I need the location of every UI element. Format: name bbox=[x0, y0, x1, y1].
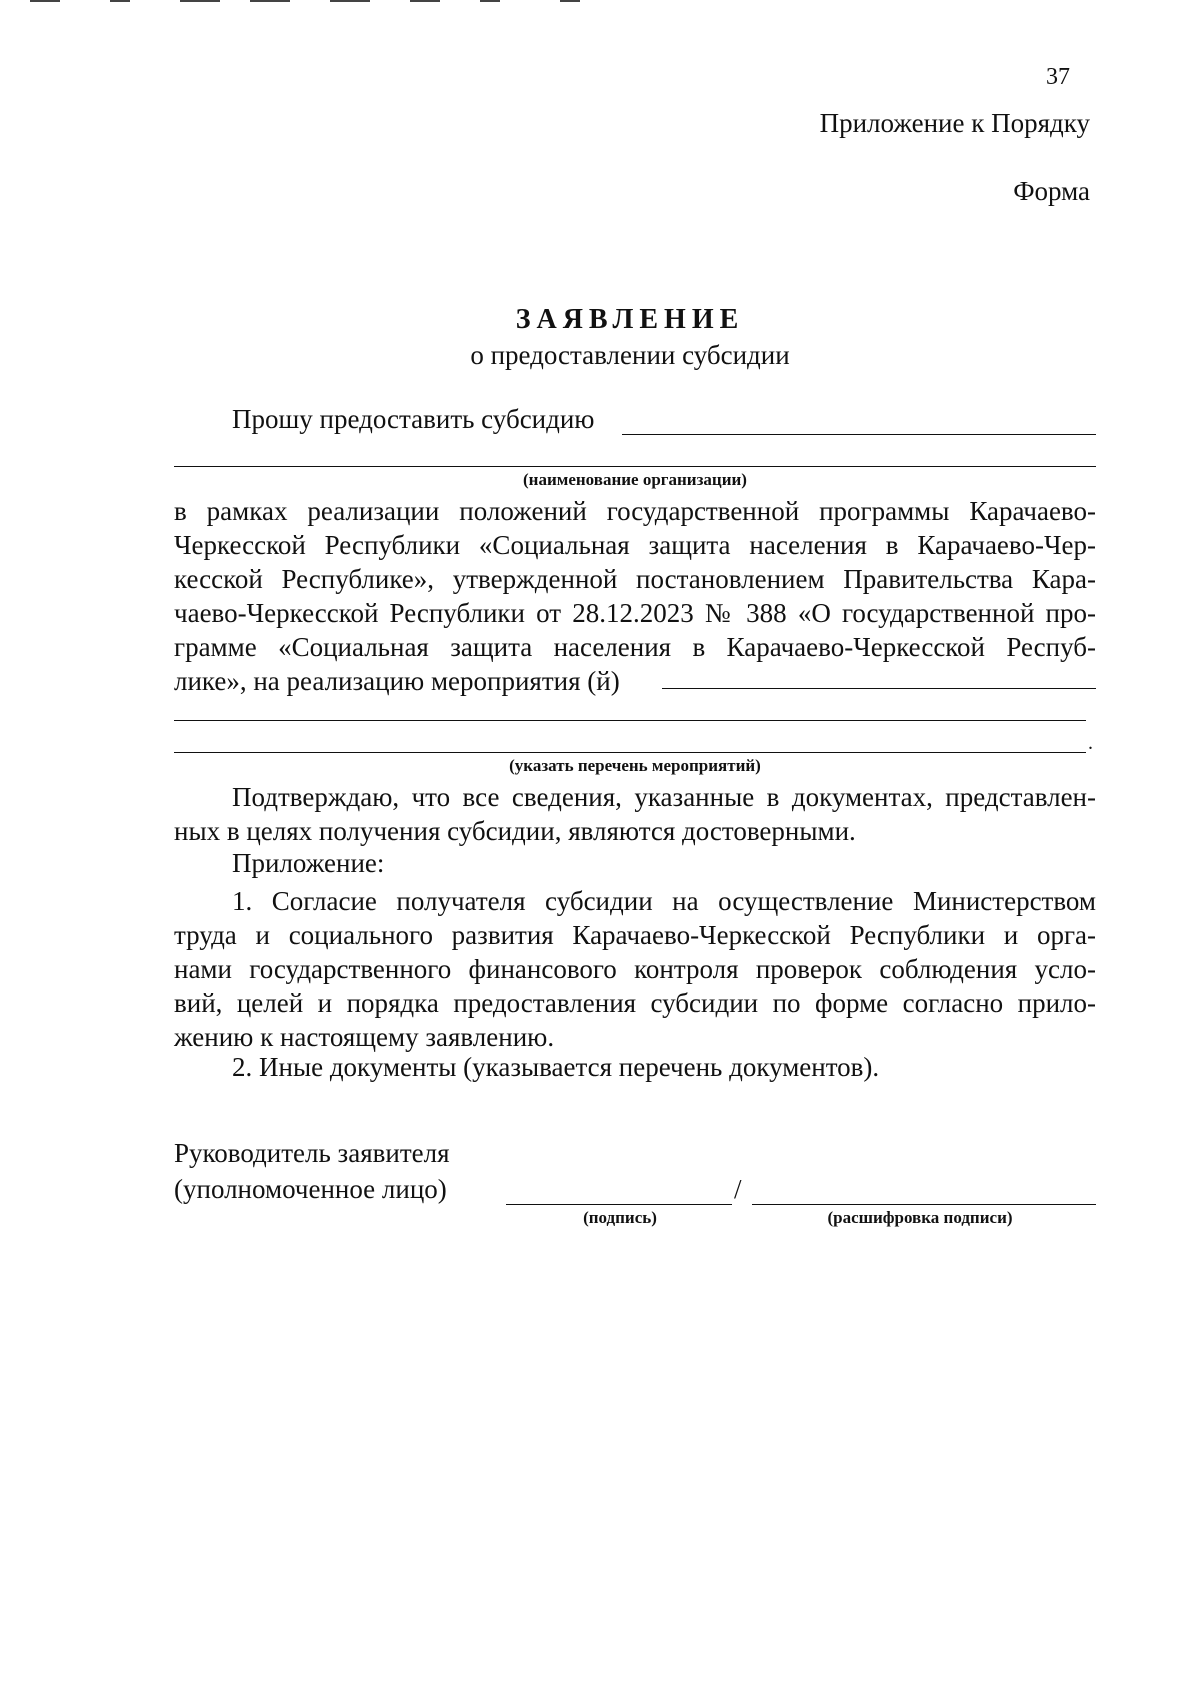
subsidy-blank-line[interactable] bbox=[622, 434, 1096, 435]
document-subtitle: о предоставлении субсидии bbox=[470, 340, 790, 370]
organization-caption: (наименование организации) bbox=[523, 470, 747, 489]
page-number: 37 bbox=[1046, 64, 1070, 90]
attachment-heading: Приложение: bbox=[232, 848, 385, 878]
measures-blank-line-1[interactable] bbox=[662, 688, 1096, 689]
decoding-caption: (расшифровка подписи) bbox=[827, 1208, 1013, 1227]
measures-blank-line-3[interactable] bbox=[174, 752, 1086, 753]
paragraph-line: кесской Республике», утвержденной постановлением Правительства Кара- bbox=[174, 564, 1096, 594]
paragraph-line: грамме «Социальная защита населения в Карачаево-Черкесской Респуб- bbox=[174, 632, 1096, 662]
signer-role-line-2: (уполномоченное лицо) bbox=[174, 1174, 447, 1204]
form-label: Форма bbox=[1013, 176, 1090, 206]
paragraph-line: 1. Согласие получателя субсидии на осуществление Министерством bbox=[232, 886, 1096, 916]
paragraph-line: ных в целях получения субсидии, являются достоверными. bbox=[174, 816, 856, 846]
signature-caption: (подпись) bbox=[583, 1208, 657, 1227]
appendix-label: Приложение к Порядку bbox=[819, 108, 1090, 138]
confirmation-paragraph bbox=[174, 780, 1096, 848]
measures-caption: (указать перечень мероприятий) bbox=[509, 756, 761, 775]
request-intro: Прошу предоставить субсидию bbox=[232, 404, 595, 434]
paragraph-line: вий, целей и порядка предоставления субсидии по форме согласно прило- bbox=[174, 988, 1096, 1018]
paragraph-line: жению к настоящему заявлению. bbox=[174, 1022, 555, 1052]
paragraph-line: труда и социального развития Карачаево-Черкесской Республики и орга- bbox=[174, 920, 1096, 950]
attachment-item-2: 2. Иные документы (указывается перечень документов). bbox=[232, 1052, 880, 1082]
scan-artifacts bbox=[30, 0, 630, 4]
trailing-dot: . bbox=[1088, 732, 1093, 754]
signature-decoding-line[interactable] bbox=[752, 1204, 1096, 1205]
program-paragraph bbox=[174, 494, 1096, 698]
organization-blank-line[interactable] bbox=[174, 466, 1096, 467]
paragraph-line: нами государственного финансового контроля проверок соблюдения усло- bbox=[174, 954, 1096, 984]
paragraph-line: чаево-Черкесской Республики от 28.12.2023 № 388 «О государственной про- bbox=[174, 598, 1096, 628]
document-title: ЗАЯВЛЕНИЕ bbox=[515, 304, 745, 335]
signer-role-line-1: Руководитель заявителя bbox=[174, 1138, 450, 1168]
paragraph-line: Черкесской Республики «Социальная защита населения в Карачаево-Чер- bbox=[174, 530, 1096, 560]
signature-separator: / bbox=[734, 1174, 742, 1204]
paragraph-line: лике», на реализацию мероприятия (й) bbox=[174, 666, 620, 696]
attachment-item-1 bbox=[174, 884, 1096, 1054]
measures-blank-line-2[interactable] bbox=[174, 720, 1086, 721]
paragraph-line: Подтверждаю, что все сведения, указанные в документах, представлен- bbox=[232, 782, 1096, 812]
signature-line[interactable] bbox=[506, 1204, 732, 1205]
paragraph-line: в рамках реализации положений государственной программы Карачаево- bbox=[174, 496, 1096, 526]
